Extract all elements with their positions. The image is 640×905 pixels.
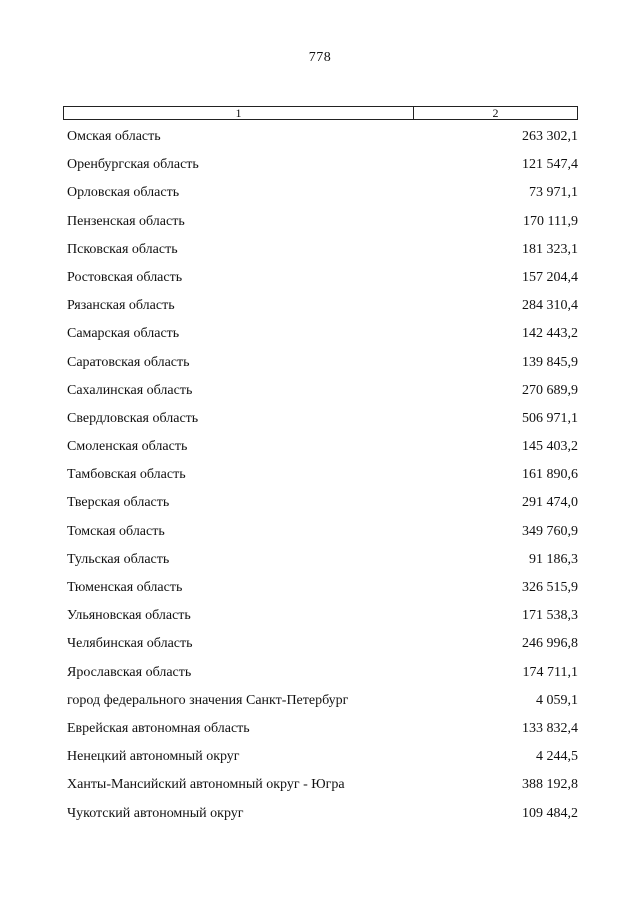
- amount-value: 170 111,9: [523, 213, 578, 229]
- amount-value: 109 484,2: [522, 805, 578, 821]
- region-name: Тульская область: [67, 551, 170, 567]
- region-name: Челябинская область: [67, 636, 193, 652]
- amount-value: 73 971,1: [529, 185, 578, 201]
- region-name: Ульяновская область: [67, 608, 191, 624]
- amount-value: 4 059,1: [536, 692, 578, 708]
- region-name: город федерального значения Санкт-Петербург: [67, 692, 349, 708]
- amount-value: 181 323,1: [522, 241, 578, 257]
- region-name: Сахалинская область: [67, 382, 193, 398]
- amount-value: 121 547,4: [522, 157, 578, 173]
- amount-value: 91 186,3: [529, 551, 578, 567]
- region-name: Еврейская автономная область: [67, 720, 250, 736]
- amount-value: 161 890,6: [522, 467, 578, 483]
- table-row: [63, 185, 578, 213]
- column-header-2: 2: [492, 106, 499, 120]
- amount-value: 145 403,2: [522, 439, 578, 455]
- table-row: [63, 777, 578, 805]
- amount-value: 142 443,2: [522, 326, 578, 342]
- table-row: [63, 636, 578, 664]
- column-header-1: 1: [64, 107, 414, 119]
- table-row: [63, 721, 578, 749]
- amount-value: 157 204,4: [522, 269, 578, 285]
- table-header-row: [63, 106, 578, 120]
- region-name: Пензенская область: [67, 213, 185, 229]
- amount-value: 133 832,4: [522, 720, 578, 736]
- region-name: Ростовская область: [67, 269, 183, 285]
- table-row: [63, 495, 578, 523]
- amount-value: 171 538,3: [522, 608, 578, 624]
- region-name: Оренбургская область: [67, 157, 199, 173]
- region-name: Самарская область: [67, 326, 180, 342]
- amount-value: 506 971,1: [522, 410, 578, 426]
- region-name: Ярославская область: [67, 664, 192, 680]
- table-row: [63, 467, 578, 495]
- region-name: Свердловская область: [67, 410, 199, 426]
- amount-value: 291 474,0: [522, 495, 578, 511]
- amount-value: 263 302,1: [522, 129, 578, 144]
- table-row: [63, 693, 578, 721]
- table-row: [63, 439, 578, 467]
- table-row: [63, 665, 578, 693]
- table-row: [63, 214, 578, 242]
- amount-value: 4 244,5: [536, 749, 578, 765]
- page-number: 778: [308, 50, 332, 65]
- table-row: [63, 383, 578, 411]
- region-name: Тюменская область: [67, 580, 183, 595]
- table-row: [63, 270, 578, 298]
- table-row: [63, 552, 578, 580]
- region-name: Ненецкий автономный округ: [67, 749, 240, 765]
- amount-value: 139 845,9: [522, 354, 578, 370]
- table-row: [63, 355, 578, 383]
- region-name: Омская область: [67, 129, 161, 144]
- region-name: Псковская область: [67, 241, 178, 257]
- table-row: [63, 326, 578, 354]
- data-table: [63, 106, 578, 834]
- table-row: [63, 411, 578, 439]
- region-name: Орловская область: [67, 185, 180, 201]
- table-body: [63, 129, 578, 834]
- table-row: [63, 157, 578, 185]
- table-row: [63, 524, 578, 552]
- region-name: Саратовская область: [67, 354, 190, 370]
- amount-value: 174 711,1: [522, 664, 578, 680]
- region-name: Рязанская область: [67, 298, 175, 314]
- region-name: Тамбовская область: [67, 467, 186, 483]
- table-row: [63, 580, 578, 608]
- region-name: Чукотский автономный округ: [67, 805, 244, 821]
- table-row: [63, 129, 578, 157]
- table-row: [63, 298, 578, 326]
- amount-value: 284 310,4: [522, 298, 578, 314]
- amount-value: 326 515,9: [522, 580, 578, 595]
- region-name: Томская область: [67, 523, 165, 539]
- region-name: Ханты-Мансийский автономный округ - Югра: [67, 777, 345, 793]
- table-row: [63, 242, 578, 270]
- table-row: [63, 608, 578, 636]
- region-name: Тверская область: [67, 495, 170, 511]
- amount-value: 270 689,9: [522, 382, 578, 398]
- amount-value: 246 996,8: [522, 636, 578, 652]
- table-row: [63, 806, 578, 834]
- amount-value: 349 760,9: [522, 523, 578, 539]
- region-name: Смоленская область: [67, 439, 188, 455]
- table-row: [63, 749, 578, 777]
- amount-value: 388 192,8: [522, 777, 578, 793]
